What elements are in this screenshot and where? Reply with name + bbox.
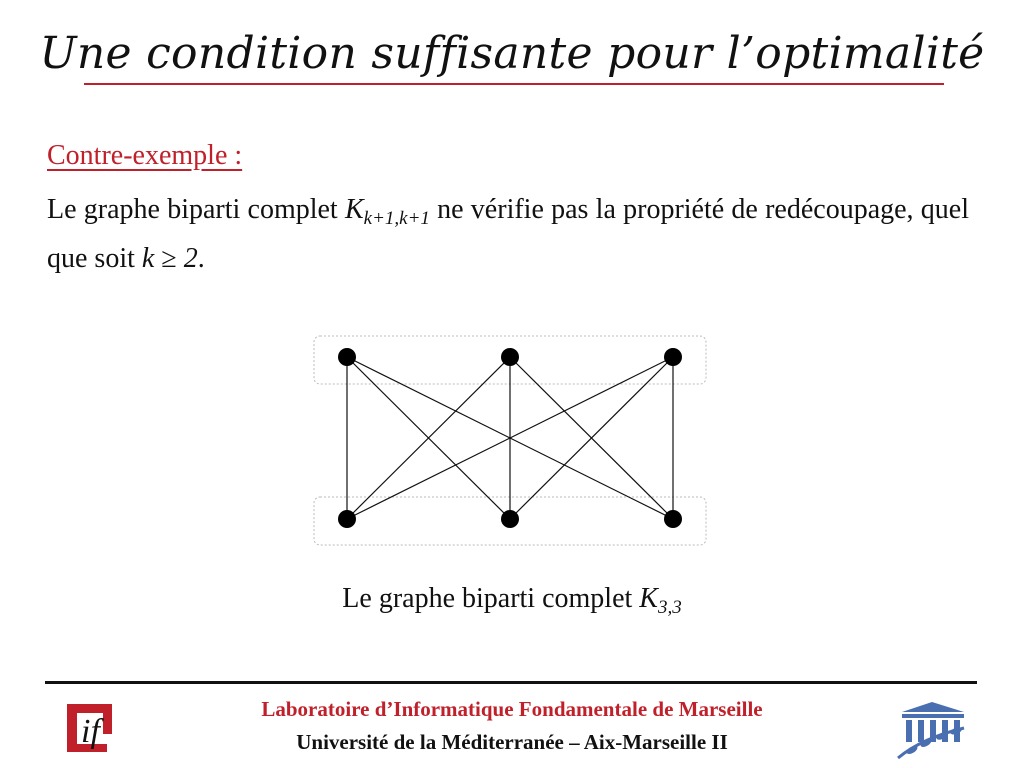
svg-text:if: if bbox=[81, 713, 100, 750]
vertex-bottom-2 bbox=[501, 510, 519, 528]
graph-caption: Le graphe biparti complet $K_{3,3}$ bbox=[342, 583, 682, 618]
vertex-top-2 bbox=[501, 348, 519, 366]
bipartite-graph-k33 bbox=[300, 320, 720, 560]
university-temple-logo-icon bbox=[892, 698, 972, 762]
vertex-top-3 bbox=[664, 348, 682, 366]
vertex-top-1 bbox=[338, 348, 356, 366]
body-paragraph: Le graphe biparti complet $K_{k+1,k+1}$ ne vérifie pas la propriété de redécoupage, quel que soit k ≥ 2. bbox=[47, 194, 969, 274]
title-underline bbox=[84, 83, 944, 85]
vertex-bottom-3 bbox=[664, 510, 682, 528]
section-label: Contre-exemple : bbox=[47, 140, 243, 171]
graph-edges bbox=[347, 357, 673, 519]
footer-divider bbox=[45, 681, 977, 684]
lab-name: Laboratoire d’Informatique Fondamentale de Marseille bbox=[261, 697, 763, 721]
slide-title: Une condition suffisante pour l’optimalité bbox=[39, 28, 985, 79]
vertex-bottom-1 bbox=[338, 510, 356, 528]
university-name: Université de la Méditerranée – Aix-Marseille II bbox=[296, 730, 728, 754]
